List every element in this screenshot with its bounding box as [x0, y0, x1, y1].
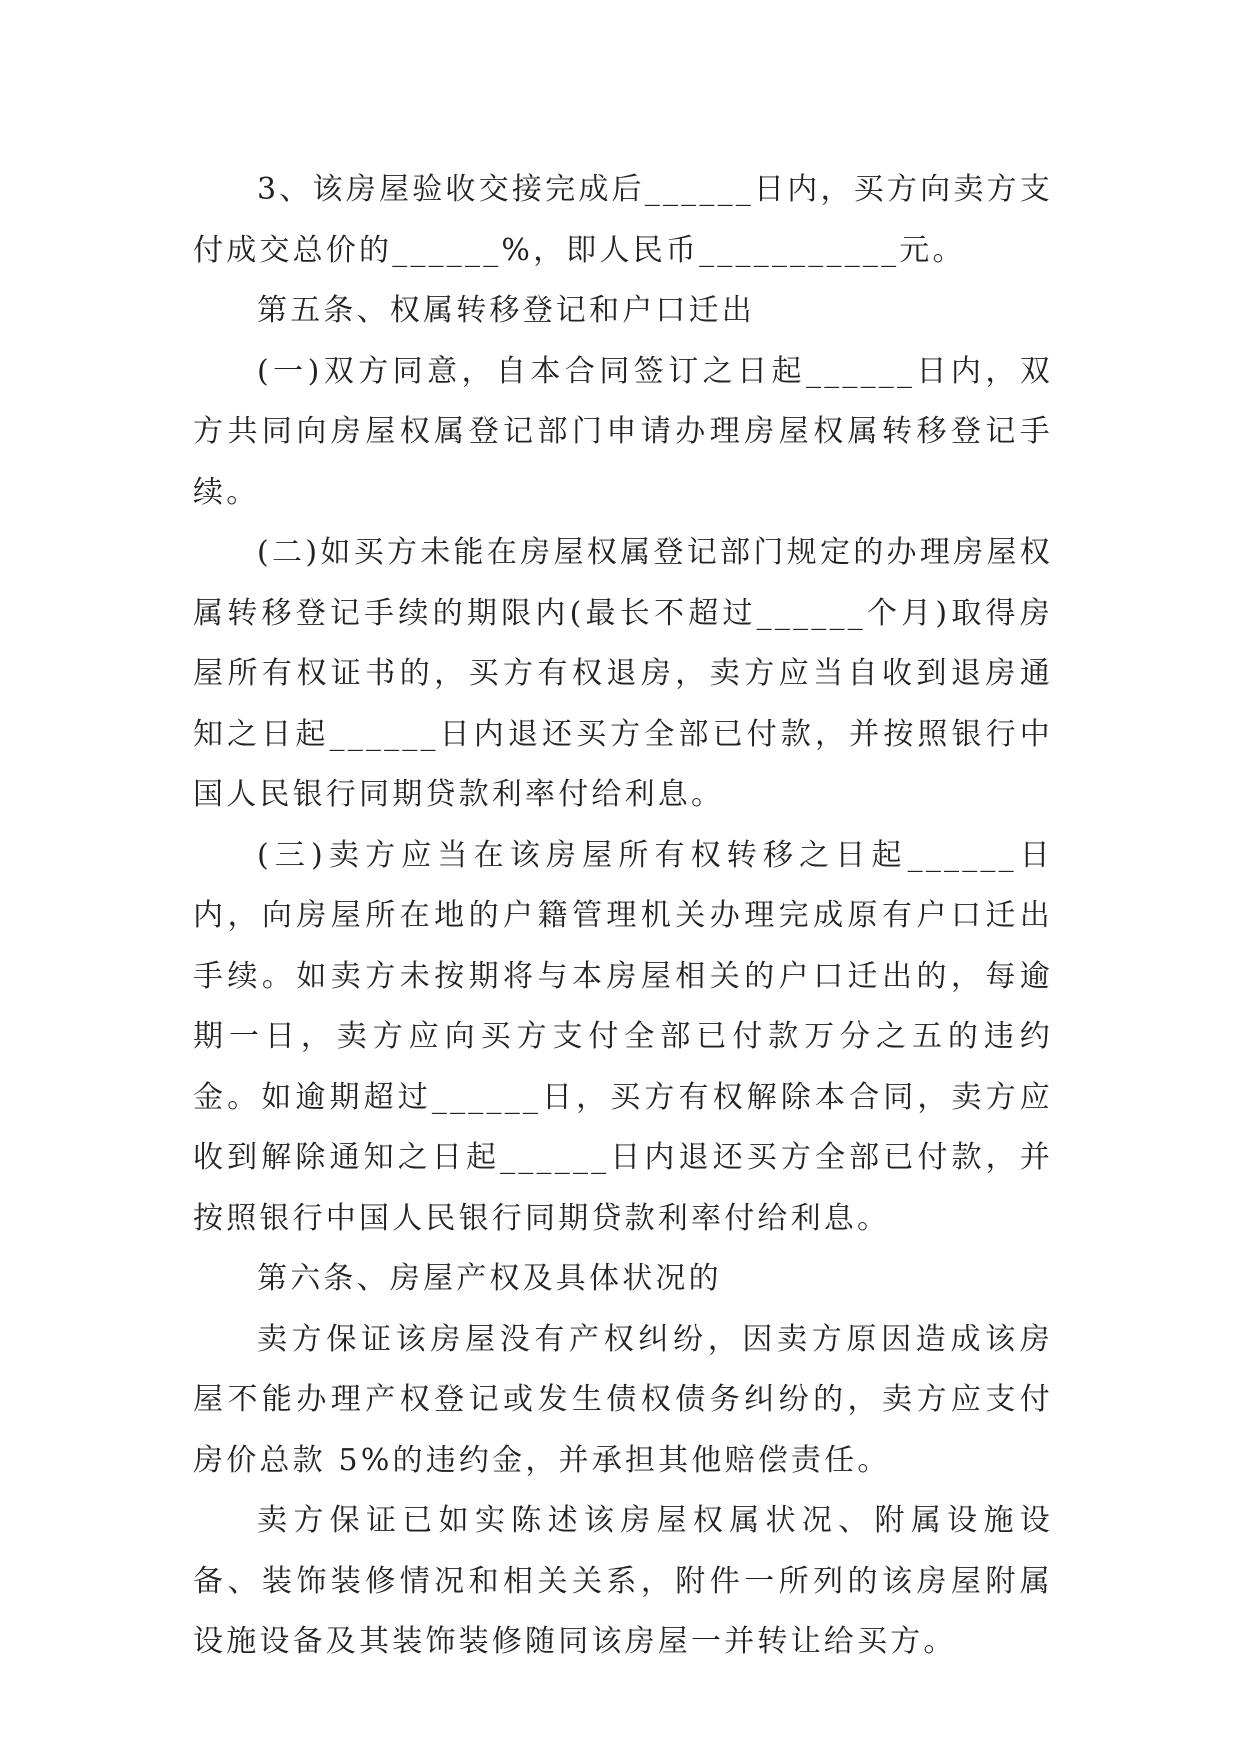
- article-5-item-2: (二)如买方未能在房屋权属登记部门规定的办理房屋权属转移登记手续的期限内(最长不超过______个月)取得房屋所有权证书的，买方有权退房，卖方应当自收到退房通知之日起______日内退还买方全部已付款，并按照银行中国人民银行同期贷款利率付给利息。: [193, 535, 1053, 812]
- article-6-para-2: 卖方保证已如实陈述该房屋权属状况、附属设施设备、装饰装修情况和相关关系，附件一所列的该房屋附属设施设备及其装饰装修随同该房屋一并转让给买方。: [193, 1503, 1053, 1659]
- article-6-para-1: 卖方保证该房屋没有产权纠纷，因卖方原因造成该房屋不能办理产权登记或发生债权债务纠纷的，卖方应支付房价总款 5%的违约金，并承担其他赔偿责任。: [193, 1321, 1053, 1478]
- document-body: [193, 160, 1053, 1673]
- clause-3-payment: 3、该房屋验收交接完成后______日内，买方向卖方支付成交总价的______%，即人民币___________元。: [193, 172, 1053, 268]
- article-6-heading: 第六条、房屋产权及具体状况的: [257, 1261, 722, 1296]
- article-5-item-1: (一)双方同意，自本合同签订之日起______日内，双方共同向房屋权属登记部门申请办理房屋权属转移登记手续。: [193, 353, 1053, 510]
- article-5-heading: 第五条、权属转移登记和户口迁出: [257, 293, 755, 328]
- article-5-item-3: (三)卖方应当在该房屋所有权转移之日起______日内，向房屋所在地的户籍管理机关办理完成原有户口迁出手续。如卖方未按期将与本房屋相关的户口迁出的，每逾期一日，卖方应向买方支付全部已付款万分之五的违约金。如逾期超过______日，买方有权解除本合同，卖方应收到解除通知之日起______日内退还买方全部已付款，并按照银行中国人民银行同期贷款利率付给利息。: [193, 837, 1053, 1236]
